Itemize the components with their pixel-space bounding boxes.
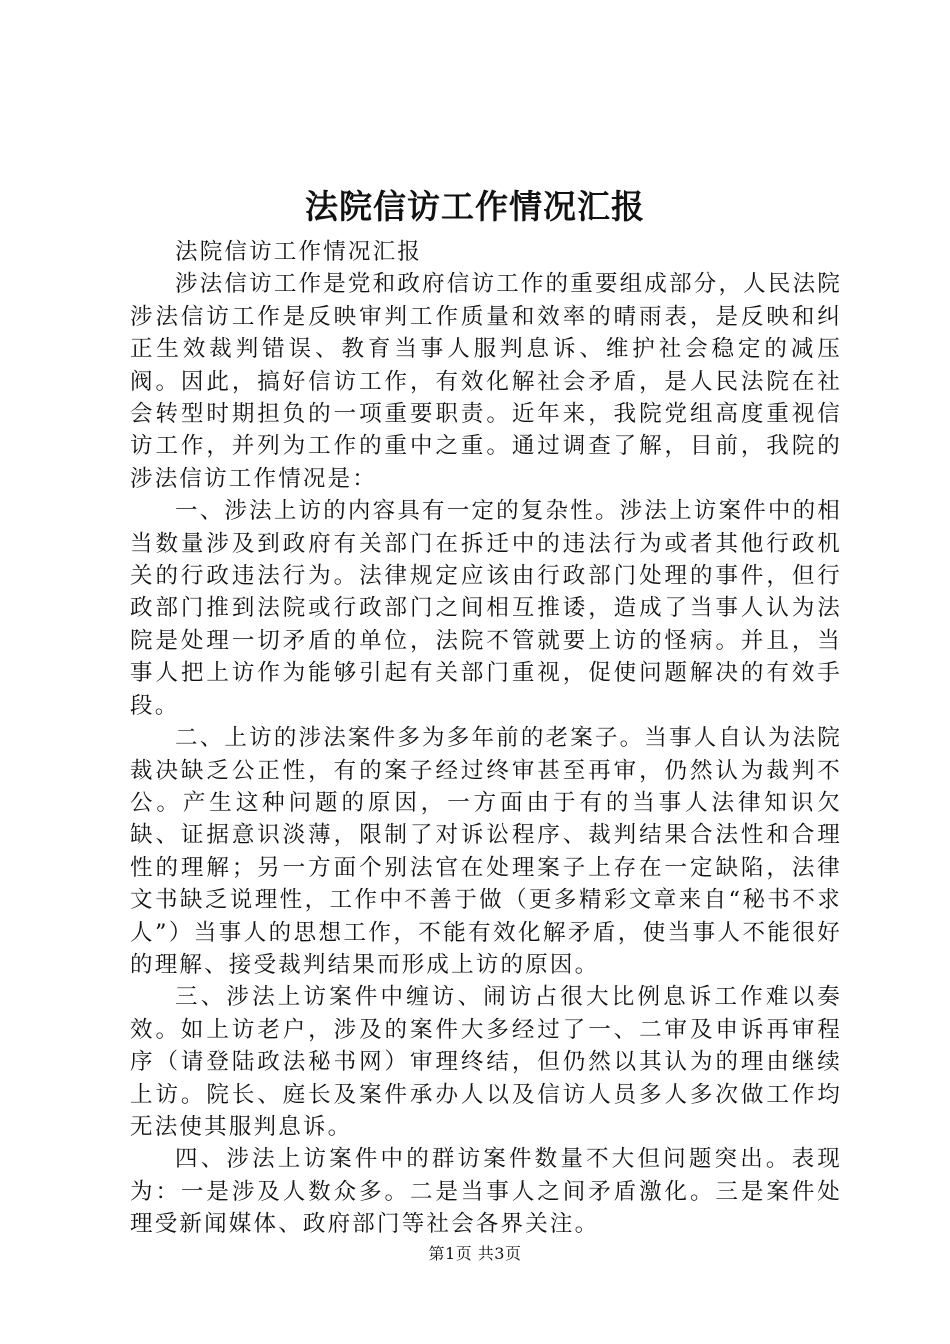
document-title: 法院信访工作情况汇报	[305, 187, 645, 226]
paragraph-point-3: 三、涉法上访案件中缠访、闹访占很大比例息诉工作难以奏效。如上访老户，涉及的案件大多经过了一、二审及申诉再审程序（请登陆政法秘书网）审理终结，但仍然以其认为的理由继续上访。院长、庭长及案件承办人以及信访人员多人多次做工作均无法使其服判息诉。	[130, 984, 842, 1140]
page-footer: 第1页 共3页	[428, 1244, 522, 1263]
paragraph-point-1: 一、涉法上访的内容具有一定的复杂性。涉法上访案件中的相当数量涉及到政府有关部门在拆迁中的违法行为或者其他行政机关的行政违法行为。法律规定应该由行政部门处理的事件，但行政部门推到法院或行政部门之间相互推诿，造成了当事人认为法院是处理一切矛盾的单位，法院不管就要上访的怪病。并且，当事人把上访作为能够引起有关部门重视，促使问题解决的有效手段。	[130, 498, 842, 719]
paragraph-point-2: 二、上访的涉法案件多为多年前的老案子。当事人自认为法院裁决缺乏公正性，有的案子经过终审甚至再审，仍然认为裁判不公。产生这种问题的原因，一方面由于有的当事人法律知识欠缺、证据意识淡薄，限制了对诉讼程序、裁判结果合法性和合理性的理解；另一方面个别法官在处理案子上存在一定缺陷，法律文书缺乏说理性，工作中不善于做（更多精彩文章来自“秘书不求人”）当事人的思想工作，不能有效化解矛盾，使当事人不能很好的理解、接受裁判结果而形成上访的原因。	[130, 725, 842, 978]
paragraph-intro: 涉法信访工作是党和政府信访工作的重要组成部分，人民法院涉法信访工作是反映审判工作质量和效率的晴雨表，是反映和纠正生效裁判错误、教育当事人服判息诉、维护社会稳定的减压阀。因此，搞好信访工作，有效化解社会矛盾，是人民法院在社会转型时期担负的一项重要职责。近年来，我院党组高度重视信访工作，并列为工作的重中之重。通过调查了解，目前，我院的涉法信访工作情况是：	[130, 271, 842, 492]
document-body	[130, 236, 842, 1241]
paragraph-subtitle: 法院信访工作情况汇报	[175, 239, 423, 265]
paragraph-point-4: 四、涉法上访案件中的群访案件数量不大但问题突出。表现为：一是涉及人数众多。二是当事人之间矛盾激化。三是案件处理受新闻媒体、政府部门等社会各界关注。	[130, 1146, 842, 1238]
